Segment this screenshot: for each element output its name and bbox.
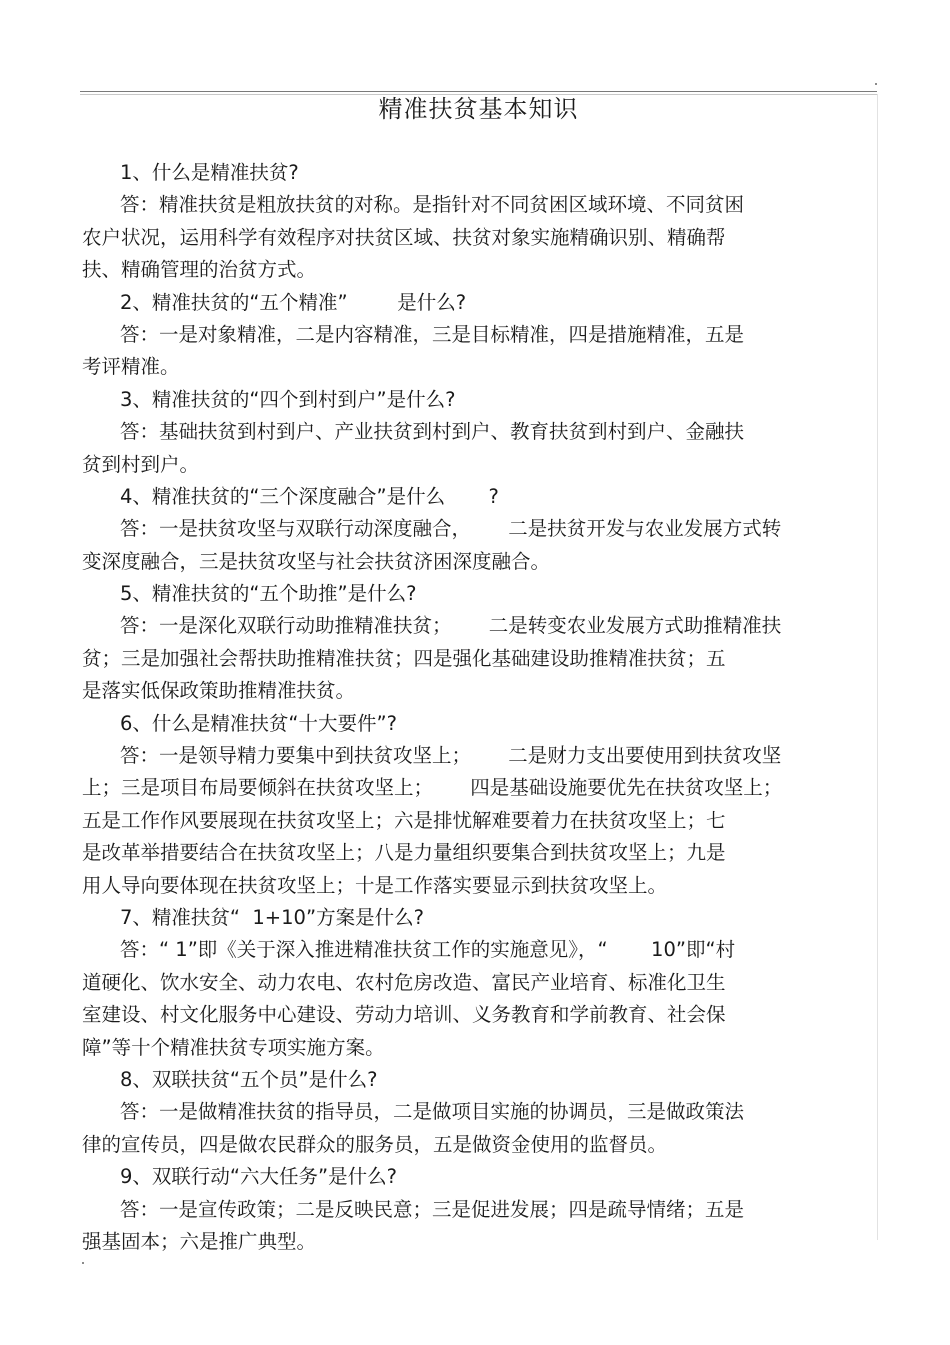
- page-title: 精准扶贫基本知识: [378, 95, 579, 123]
- text-line: 变深度融合，三是扶贫攻坚与社会扶贫济困深度融合。: [82, 549, 551, 573]
- text-line: 3、精准扶贫的“四个到村到户”是什么?: [120, 387, 456, 411]
- text-line: 5、精准扶贫的“五个助推”是什么?: [120, 582, 417, 606]
- text-line: 答：一是扶贫攻坚与双联行动深度融合， 二是扶贫开发与农业发展方式转: [120, 517, 782, 541]
- text-line: 答：一是做精准扶贫的指导员，二是做项目实施的协调员，三是做政策法: [120, 1100, 745, 1124]
- document-body: [82, 157, 872, 1258]
- text-line: 1、什么是精准扶贫?: [120, 161, 299, 184]
- text-line: 道硬化、饮水安全、动力农电、农村危房改造、富民产业培育、标准化卫生: [82, 970, 726, 994]
- text-line: 8、双联扶贫“五个员”是什么?: [120, 1067, 378, 1091]
- text-line: 用人导向要体现在扶贫攻坚上；十是工作落实要显示到扶贫攻坚上。: [82, 873, 668, 897]
- text-line: 9、双联行动“六大任务”是什么?: [120, 1165, 397, 1189]
- text-line: 答：一是领导精力要集中到扶贫攻坚上； 二是财力支出要使用到扶贫攻坚: [120, 744, 782, 768]
- text-line: 律的宣传员，四是做农民群众的服务员，五是做资金使用的监督员。: [82, 1132, 668, 1156]
- text-line: 上；三是项目布局要倾斜在扶贫攻坚上； 四是基础设施要优先在扶贫攻坚上；: [82, 776, 783, 800]
- right-margin-rule: [877, 94, 878, 1240]
- text-line: 答：基础扶贫到村到户、产业扶贫到村到户、教育扶贫到村到户、金融扶: [120, 420, 745, 444]
- corner-dot-top: [875, 83, 877, 85]
- corner-dot-bottom: [82, 1262, 84, 1264]
- text-line: 农户状况，运用科学有效程序对扶贫区域、扶贫对象实施精确识别、精确帮: [82, 225, 726, 249]
- text-line: 考评精准。: [82, 355, 180, 379]
- text-line: 贫；三是加强社会帮扶助推精准扶贫；四是强化基础建设助推精准扶贫；五: [82, 646, 726, 670]
- text-line: 7、精准扶贫“ 1+10”方案是什么?: [120, 905, 424, 929]
- text-line: 强基固本；六是推广典型。: [82, 1229, 317, 1253]
- text-line: 五是工作作风要展现在扶贫攻坚上；六是排忧解难要着力在扶贫攻坚上；七: [82, 808, 726, 832]
- text-line: 是落实低保政策助推精准扶贫。: [82, 679, 356, 703]
- text-line: 贫到村到户。: [82, 452, 200, 476]
- text-line: 障”等十个精准扶贫专项实施方案。: [82, 1035, 385, 1059]
- text-line: 6、什么是精准扶贫“十大要件”?: [120, 711, 397, 735]
- text-line: 4、精准扶贫的“三个深度融合”是什么 ?: [120, 484, 499, 508]
- text-line: 答：一是对象精准，二是内容精准，三是目标精准，四是措施精准，五是: [120, 322, 745, 346]
- text-line: 答：一是宣传政策；二是反映民意；三是促进发展；四是疏导情绪；五是: [120, 1197, 745, 1221]
- text-line: 答：一是深化双联行动助推精准扶贫； 二是转变农业发展方式助推精准扶: [120, 614, 782, 638]
- text-line: 答：精准扶贫是粗放扶贫的对称。是指针对不同贫困区域环境、不同贫困: [120, 193, 745, 217]
- text-line: 是改革举措要结合在扶贫攻坚上；八是力量组织要集合到扶贫攻坚上；九是: [82, 841, 726, 865]
- text-line: 2、精准扶贫的“五个精准” 是什么?: [120, 290, 467, 314]
- text-line: 室建设、村文化服务中心建设、劳动力培训、义务教育和学前教育、社会保: [82, 1003, 726, 1027]
- text-line: 答：“ 1”即《关于深入推进精准扶贫工作的实施意见》，“ 10”即“村: [120, 938, 736, 962]
- text-line: 扶、精确管理的治贫方式。: [82, 258, 317, 282]
